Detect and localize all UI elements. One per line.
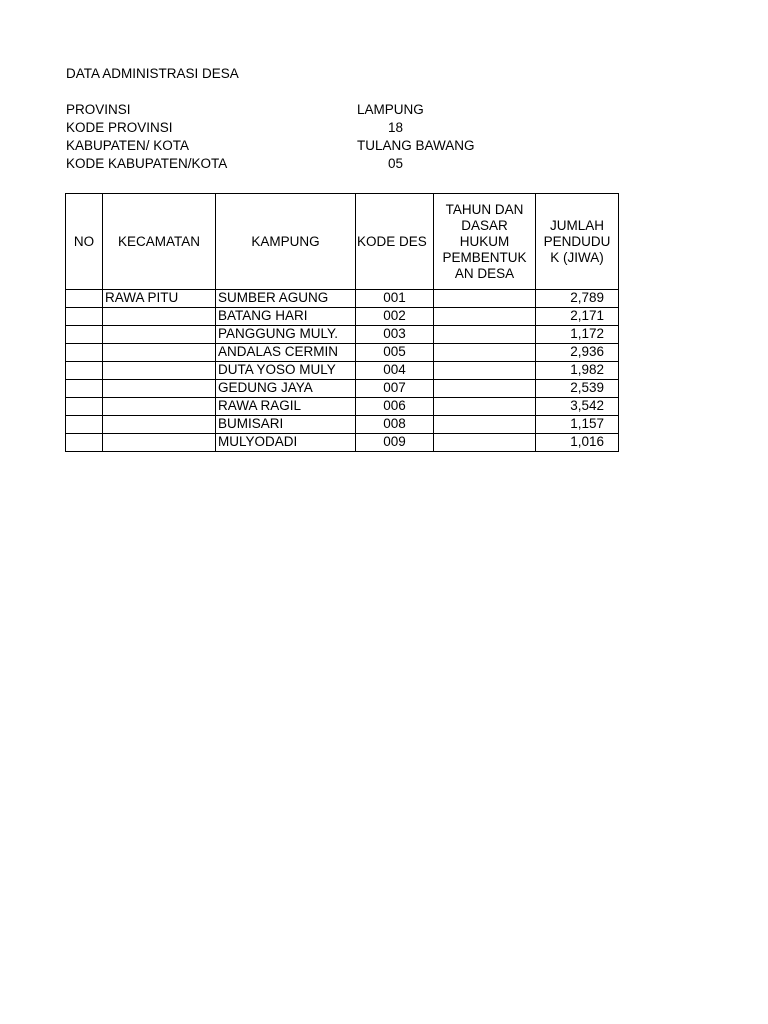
field-label-kode-provinsi: KODE PROVINSI bbox=[66, 120, 173, 135]
cell-kecamatan bbox=[103, 380, 216, 398]
document-title: DATA ADMINISTRASI DESA bbox=[66, 66, 239, 81]
cell-no bbox=[66, 416, 103, 434]
header-kecamatan: KECAMATAN bbox=[103, 194, 216, 290]
cell-jumlah-penduduk: 2,936 bbox=[536, 344, 619, 362]
cell-tahun-dasar-hukum bbox=[434, 398, 536, 416]
cell-kampung: BUMISARI bbox=[216, 416, 356, 434]
cell-jumlah-penduduk: 1,982 bbox=[536, 362, 619, 380]
table-row bbox=[66, 308, 619, 326]
cell-tahun-dasar-hukum bbox=[434, 290, 536, 308]
header-kode-desa: KODE DES bbox=[356, 194, 434, 290]
field-label-provinsi: PROVINSI bbox=[66, 102, 131, 117]
cell-tahun-dasar-hukum bbox=[434, 434, 536, 452]
cell-kampung: MULYODADI bbox=[216, 434, 356, 452]
table-row bbox=[66, 290, 619, 308]
cell-kode-desa: 005 bbox=[356, 344, 434, 362]
cell-kode-desa: 002 bbox=[356, 308, 434, 326]
cell-no bbox=[66, 398, 103, 416]
cell-kode-desa: 009 bbox=[356, 434, 434, 452]
cell-kampung: GEDUNG JAYA bbox=[216, 380, 356, 398]
field-value-kode-kabupaten: 05 bbox=[388, 156, 404, 171]
cell-kecamatan bbox=[103, 416, 216, 434]
cell-kecamatan bbox=[103, 344, 216, 362]
field-value-kabupaten: TULANG BAWANG bbox=[357, 138, 475, 153]
cell-kecamatan bbox=[103, 434, 216, 452]
cell-jumlah-penduduk: 2,171 bbox=[536, 308, 619, 326]
field-label-kabupaten: KABUPATEN/ KOTA bbox=[66, 138, 190, 153]
cell-no bbox=[66, 434, 103, 452]
header-kampung: KAMPUNG bbox=[216, 194, 356, 290]
cell-tahun-dasar-hukum bbox=[434, 416, 536, 434]
cell-jumlah-penduduk: 1,016 bbox=[536, 434, 619, 452]
table-row bbox=[66, 362, 619, 380]
cell-kode-desa: 003 bbox=[356, 326, 434, 344]
header-jumlah-penduduk bbox=[536, 194, 619, 290]
field-value-provinsi: LAMPUNG bbox=[357, 102, 424, 117]
cell-kecamatan bbox=[103, 308, 216, 326]
cell-kecamatan: RAWA PITU bbox=[103, 290, 216, 308]
cell-kampung: BATANG HARI bbox=[216, 308, 356, 326]
cell-no bbox=[66, 344, 103, 362]
table-row bbox=[66, 344, 619, 362]
header-tahun-line: PEMBENTUK bbox=[442, 249, 527, 265]
cell-kode-desa: 007 bbox=[356, 380, 434, 398]
table-row bbox=[66, 380, 619, 398]
header-tahun-line: AN DESA bbox=[454, 265, 515, 281]
cell-kode-desa: 006 bbox=[356, 398, 434, 416]
cell-jumlah-penduduk: 2,539 bbox=[536, 380, 619, 398]
header-jumlah-line: K (JIWA) bbox=[550, 249, 604, 265]
cell-jumlah-penduduk: 3,542 bbox=[536, 398, 619, 416]
cell-kampung: DUTA YOSO MULY bbox=[216, 362, 356, 380]
header-jumlah-line: JUMLAH bbox=[549, 217, 604, 233]
cell-tahun-dasar-hukum bbox=[434, 326, 536, 344]
field-value-kode-provinsi: 18 bbox=[388, 120, 404, 135]
field-label-kode-kabupaten: KODE KABUPATEN/KOTA bbox=[66, 156, 228, 171]
cell-kampung: RAWA RAGIL bbox=[216, 398, 356, 416]
cell-tahun-dasar-hukum bbox=[434, 362, 536, 380]
header-no: NO bbox=[66, 194, 103, 290]
cell-jumlah-penduduk: 2,789 bbox=[536, 290, 619, 308]
cell-no bbox=[66, 380, 103, 398]
cell-kecamatan bbox=[103, 362, 216, 380]
cell-kode-desa: 004 bbox=[356, 362, 434, 380]
cell-kampung: PANGGUNG MULY. bbox=[216, 326, 356, 344]
cell-tahun-dasar-hukum bbox=[434, 344, 536, 362]
cell-kecamatan bbox=[103, 326, 216, 344]
header-jumlah-line: PENDUDU bbox=[543, 233, 611, 249]
header-tahun-line: HUKUM bbox=[459, 233, 510, 249]
table-row bbox=[66, 398, 619, 416]
cell-no bbox=[66, 326, 103, 344]
cell-tahun-dasar-hukum bbox=[434, 308, 536, 326]
header-tahun-line: DASAR bbox=[461, 217, 508, 233]
header-tahun-line: TAHUN DAN bbox=[445, 201, 524, 217]
cell-jumlah-penduduk: 1,172 bbox=[536, 326, 619, 344]
cell-tahun-dasar-hukum bbox=[434, 380, 536, 398]
table-row bbox=[66, 326, 619, 344]
cell-no bbox=[66, 362, 103, 380]
cell-kampung: ANDALAS CERMIN bbox=[216, 344, 356, 362]
table-header-row bbox=[66, 194, 619, 290]
table-row bbox=[66, 434, 619, 452]
cell-kode-desa: 001 bbox=[356, 290, 434, 308]
cell-kode-desa: 008 bbox=[356, 416, 434, 434]
header-tahun-dasar-hukum bbox=[434, 194, 536, 290]
cell-no bbox=[66, 308, 103, 326]
village-data-table bbox=[65, 193, 619, 452]
cell-kecamatan bbox=[103, 398, 216, 416]
cell-kampung: SUMBER AGUNG bbox=[216, 290, 356, 308]
cell-jumlah-penduduk: 1,157 bbox=[536, 416, 619, 434]
table-row bbox=[66, 416, 619, 434]
cell-no bbox=[66, 290, 103, 308]
